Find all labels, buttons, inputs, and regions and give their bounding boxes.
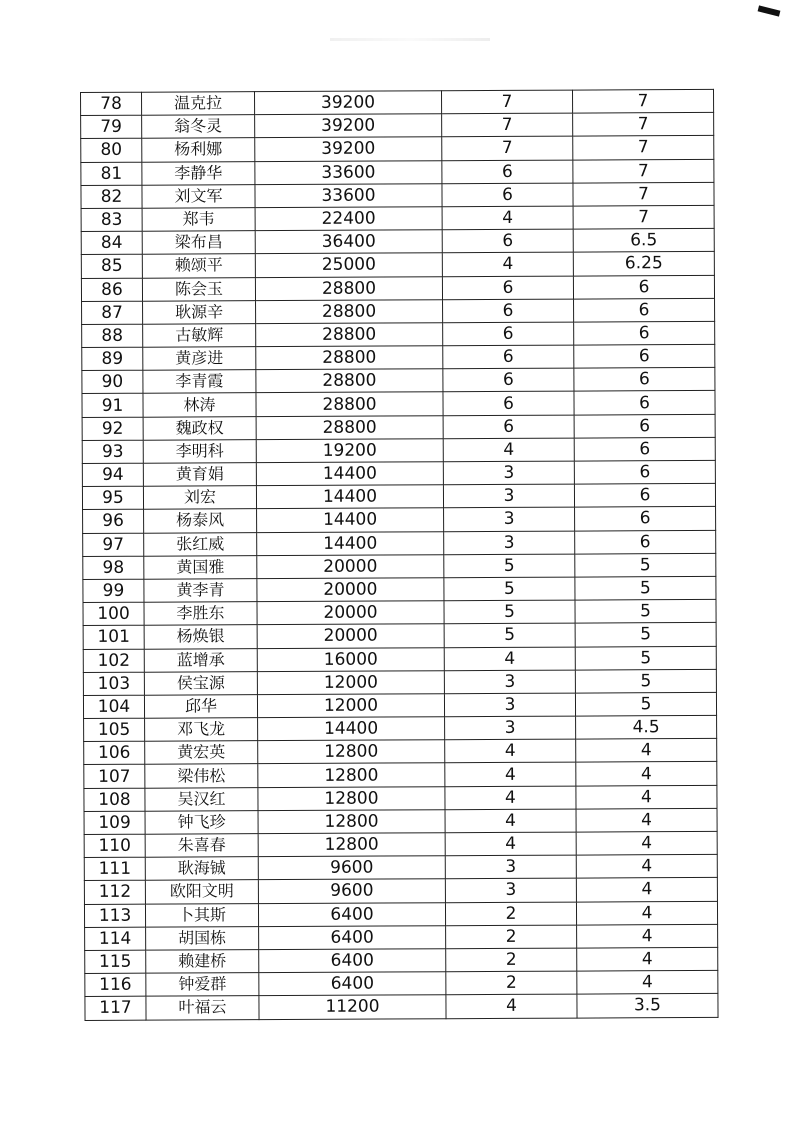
column-5-cell: 4 bbox=[577, 924, 718, 948]
column-4-cell: 3 bbox=[444, 670, 575, 694]
column-4-cell: 3 bbox=[444, 531, 575, 555]
column-5-cell: 5 bbox=[575, 669, 716, 693]
column-4-cell: 5 bbox=[444, 623, 575, 647]
column-5-cell: 5 bbox=[575, 553, 716, 577]
column-4-cell: 3 bbox=[443, 461, 574, 485]
name-cell: 赖颂平 bbox=[142, 254, 255, 278]
column-5-cell: 6 bbox=[574, 460, 715, 484]
row-number-cell: 79 bbox=[81, 115, 142, 138]
row-number-cell: 85 bbox=[81, 255, 142, 278]
name-cell: 蓝增承 bbox=[144, 648, 257, 672]
name-cell: 刘文军 bbox=[142, 184, 255, 208]
name-cell: 李青霞 bbox=[143, 370, 256, 394]
amount-cell: 33600 bbox=[255, 160, 442, 184]
amount-cell: 28800 bbox=[256, 369, 443, 393]
table-row bbox=[84, 762, 717, 788]
name-cell: 刘宏 bbox=[143, 486, 256, 510]
column-4-cell: 4 bbox=[443, 438, 574, 462]
column-5-cell: 6 bbox=[574, 368, 715, 392]
column-5-cell: 3.5 bbox=[577, 994, 718, 1018]
amount-cell: 14400 bbox=[257, 508, 444, 532]
name-cell: 林涛 bbox=[143, 393, 256, 417]
document-table-wrapper bbox=[80, 89, 713, 1021]
name-cell: 李静华 bbox=[142, 161, 255, 185]
column-5-cell: 6 bbox=[574, 321, 715, 345]
row-number-cell: 112 bbox=[84, 881, 145, 904]
column-5-cell: 7 bbox=[572, 89, 713, 113]
name-cell: 叶福云 bbox=[146, 996, 259, 1020]
row-number-cell: 116 bbox=[85, 973, 146, 996]
table-row bbox=[81, 205, 714, 231]
row-number-cell: 91 bbox=[82, 394, 143, 417]
table-row bbox=[83, 646, 716, 672]
table-row bbox=[83, 507, 716, 533]
name-cell: 邱华 bbox=[144, 695, 257, 719]
table-row bbox=[81, 182, 714, 208]
table-row bbox=[83, 553, 716, 579]
name-cell: 耿源辛 bbox=[143, 300, 256, 324]
column-4-cell: 4 bbox=[445, 786, 576, 810]
amount-cell: 28800 bbox=[256, 415, 443, 439]
name-cell: 温克拉 bbox=[142, 92, 255, 116]
column-4-cell: 6 bbox=[443, 392, 574, 416]
column-5-cell: 7 bbox=[573, 205, 714, 229]
name-cell: 卜其斯 bbox=[145, 903, 258, 927]
amount-cell: 14400 bbox=[256, 462, 443, 486]
column-4-cell: 4 bbox=[442, 252, 573, 276]
table-row bbox=[81, 159, 714, 185]
name-cell: 侯宝源 bbox=[144, 671, 257, 695]
column-5-cell: 4 bbox=[576, 785, 717, 809]
table-row bbox=[84, 878, 717, 904]
table-row bbox=[85, 947, 718, 973]
amount-cell: 25000 bbox=[255, 253, 442, 277]
table-row bbox=[82, 391, 715, 417]
column-5-cell: 5 bbox=[575, 692, 716, 716]
column-4-cell: 2 bbox=[446, 925, 577, 949]
amount-cell: 28800 bbox=[256, 346, 443, 370]
amount-cell: 39200 bbox=[255, 91, 442, 115]
column-4-cell: 2 bbox=[446, 948, 577, 972]
column-5-cell: 4 bbox=[576, 808, 717, 832]
row-number-cell: 111 bbox=[84, 857, 145, 880]
amount-cell: 12000 bbox=[257, 670, 444, 694]
amount-cell: 11200 bbox=[259, 995, 446, 1019]
row-number-cell: 103 bbox=[83, 672, 144, 695]
column-4-cell: 5 bbox=[444, 577, 575, 601]
column-4-cell: 5 bbox=[444, 600, 575, 624]
table-row bbox=[82, 437, 715, 463]
name-cell: 黄宏英 bbox=[145, 741, 258, 765]
name-cell: 古敏辉 bbox=[143, 324, 256, 348]
name-cell: 杨焕银 bbox=[144, 625, 257, 649]
amount-cell: 14400 bbox=[256, 485, 443, 509]
amount-cell: 12800 bbox=[258, 786, 445, 810]
column-4-cell: 4 bbox=[442, 206, 573, 230]
column-5-cell: 7 bbox=[573, 182, 714, 206]
column-5-cell: 4 bbox=[577, 971, 718, 995]
row-number-cell: 101 bbox=[83, 626, 144, 649]
name-cell: 钟飞珍 bbox=[145, 810, 258, 834]
table-row bbox=[83, 692, 716, 718]
amount-cell: 19200 bbox=[256, 439, 443, 463]
table-row bbox=[82, 484, 715, 510]
column-5-cell: 6 bbox=[574, 414, 715, 438]
column-5-cell: 5 bbox=[575, 576, 716, 600]
amount-cell: 39200 bbox=[255, 137, 442, 161]
column-5-cell: 5 bbox=[575, 600, 716, 624]
name-cell: 魏政权 bbox=[143, 416, 256, 440]
column-4-cell: 7 bbox=[442, 136, 573, 160]
column-4-cell: 4 bbox=[446, 994, 577, 1018]
column-5-cell: 4 bbox=[576, 739, 717, 763]
table-row bbox=[82, 368, 715, 394]
amount-cell: 28800 bbox=[256, 299, 443, 323]
amount-cell: 20000 bbox=[257, 601, 444, 625]
amount-cell: 39200 bbox=[255, 114, 442, 138]
column-4-cell: 5 bbox=[444, 554, 575, 578]
name-cell: 黄彦进 bbox=[143, 347, 256, 371]
row-number-cell: 115 bbox=[85, 950, 146, 973]
table-row bbox=[83, 623, 716, 649]
table-row bbox=[84, 901, 717, 927]
column-4-cell: 6 bbox=[443, 299, 574, 323]
table-row bbox=[84, 715, 717, 741]
amount-cell: 20000 bbox=[257, 554, 444, 578]
name-cell: 胡国栋 bbox=[146, 926, 259, 950]
table-row bbox=[85, 994, 718, 1020]
table-row bbox=[85, 924, 718, 950]
column-4-cell: 6 bbox=[442, 183, 573, 207]
data-table bbox=[80, 89, 719, 1021]
column-4-cell: 4 bbox=[445, 763, 576, 787]
amount-cell: 12800 bbox=[258, 740, 445, 764]
table-row bbox=[83, 576, 716, 602]
amount-cell: 33600 bbox=[255, 183, 442, 207]
column-5-cell: 4 bbox=[576, 762, 717, 786]
amount-cell: 12000 bbox=[257, 694, 444, 718]
table-body bbox=[81, 89, 719, 1020]
name-cell: 欧阳文明 bbox=[145, 880, 258, 904]
scan-corner-mark bbox=[758, 5, 781, 16]
name-cell: 张红威 bbox=[144, 532, 257, 556]
column-5-cell: 6 bbox=[573, 275, 714, 299]
row-number-cell: 109 bbox=[84, 811, 145, 834]
amount-cell: 14400 bbox=[258, 717, 445, 741]
name-cell: 郑韦 bbox=[142, 208, 255, 232]
table-row bbox=[82, 414, 715, 440]
column-5-cell: 6 bbox=[574, 484, 715, 508]
column-5-cell: 4 bbox=[577, 947, 718, 971]
table-row bbox=[81, 136, 714, 162]
table-row bbox=[81, 275, 714, 301]
column-4-cell: 6 bbox=[442, 229, 573, 253]
column-5-cell: 6 bbox=[575, 507, 716, 531]
column-5-cell: 7 bbox=[573, 159, 714, 183]
row-number-cell: 81 bbox=[81, 162, 142, 185]
table-row bbox=[84, 785, 717, 811]
row-number-cell: 87 bbox=[82, 301, 143, 324]
amount-cell: 22400 bbox=[255, 207, 442, 231]
column-4-cell: 4 bbox=[445, 809, 576, 833]
column-4-cell: 7 bbox=[441, 90, 572, 114]
column-4-cell: 3 bbox=[444, 693, 575, 717]
column-4-cell: 4 bbox=[444, 647, 575, 671]
column-5-cell: 6 bbox=[575, 530, 716, 554]
amount-cell: 20000 bbox=[257, 578, 444, 602]
column-5-cell: 6.25 bbox=[573, 252, 714, 276]
row-number-cell: 107 bbox=[84, 765, 145, 788]
name-cell: 李胜东 bbox=[144, 602, 257, 626]
row-number-cell: 113 bbox=[84, 904, 145, 927]
row-number-cell: 100 bbox=[83, 602, 144, 625]
name-cell: 梁布昌 bbox=[142, 231, 255, 255]
row-number-cell: 86 bbox=[81, 278, 142, 301]
name-cell: 钟爱群 bbox=[146, 973, 259, 997]
row-number-cell: 117 bbox=[85, 997, 146, 1020]
row-number-cell: 83 bbox=[81, 208, 142, 231]
name-cell: 李明科 bbox=[143, 439, 256, 463]
name-cell: 吴汉红 bbox=[145, 787, 258, 811]
amount-cell: 6400 bbox=[258, 902, 445, 926]
table-row bbox=[82, 321, 715, 347]
table-row bbox=[84, 855, 717, 881]
amount-cell: 36400 bbox=[255, 230, 442, 254]
table-row bbox=[81, 229, 714, 255]
row-number-cell: 78 bbox=[81, 92, 142, 115]
name-cell: 翁冬灵 bbox=[142, 115, 255, 139]
row-number-cell: 99 bbox=[83, 579, 144, 602]
table-row bbox=[81, 113, 714, 139]
column-5-cell: 6.5 bbox=[573, 229, 714, 253]
row-number-cell: 80 bbox=[81, 139, 142, 162]
column-4-cell: 3 bbox=[444, 507, 575, 531]
column-5-cell: 4 bbox=[576, 901, 717, 925]
name-cell: 杨利娜 bbox=[142, 138, 255, 162]
column-5-cell: 6 bbox=[574, 344, 715, 368]
row-number-cell: 95 bbox=[82, 486, 143, 509]
name-cell: 耿海铖 bbox=[145, 857, 258, 881]
column-4-cell: 4 bbox=[445, 739, 576, 763]
column-4-cell: 6 bbox=[443, 368, 574, 392]
row-number-cell: 84 bbox=[81, 231, 142, 254]
row-number-cell: 88 bbox=[82, 324, 143, 347]
table-row bbox=[82, 460, 715, 486]
row-number-cell: 89 bbox=[82, 347, 143, 370]
amount-cell: 14400 bbox=[257, 531, 444, 555]
scan-smudge bbox=[330, 38, 490, 41]
amount-cell: 16000 bbox=[257, 647, 444, 671]
row-number-cell: 102 bbox=[83, 649, 144, 672]
table-row bbox=[82, 344, 715, 370]
amount-cell: 12800 bbox=[258, 763, 445, 787]
row-number-cell: 97 bbox=[83, 533, 144, 556]
column-5-cell: 4 bbox=[576, 878, 717, 902]
amount-cell: 28800 bbox=[255, 276, 442, 300]
column-4-cell: 3 bbox=[445, 716, 576, 740]
table-row bbox=[81, 89, 714, 115]
name-cell: 黄国雅 bbox=[144, 555, 257, 579]
row-number-cell: 108 bbox=[84, 788, 145, 811]
column-4-cell: 4 bbox=[445, 832, 576, 856]
name-cell: 陈会玉 bbox=[142, 277, 255, 301]
column-5-cell: 4.5 bbox=[576, 715, 717, 739]
amount-cell: 6400 bbox=[259, 949, 446, 973]
column-5-cell: 4 bbox=[576, 831, 717, 855]
name-cell: 赖建桥 bbox=[146, 950, 259, 974]
column-5-cell: 7 bbox=[573, 136, 714, 160]
column-4-cell: 3 bbox=[443, 484, 574, 508]
row-number-cell: 92 bbox=[82, 417, 143, 440]
column-5-cell: 6 bbox=[574, 391, 715, 415]
amount-cell: 12800 bbox=[258, 833, 445, 857]
table-row bbox=[83, 669, 716, 695]
table-row bbox=[85, 971, 718, 997]
table-row bbox=[83, 530, 716, 556]
column-5-cell: 6 bbox=[574, 437, 715, 461]
row-number-cell: 93 bbox=[82, 440, 143, 463]
column-5-cell: 4 bbox=[576, 855, 717, 879]
row-number-cell: 82 bbox=[81, 185, 142, 208]
name-cell: 邓飞龙 bbox=[145, 718, 258, 742]
row-number-cell: 104 bbox=[83, 695, 144, 718]
row-number-cell: 106 bbox=[84, 741, 145, 764]
column-4-cell: 3 bbox=[445, 878, 576, 902]
amount-cell: 12800 bbox=[258, 810, 445, 834]
row-number-cell: 114 bbox=[85, 927, 146, 950]
column-4-cell: 6 bbox=[443, 322, 574, 346]
amount-cell: 9600 bbox=[258, 879, 445, 903]
name-cell: 黄育娟 bbox=[143, 463, 256, 487]
column-4-cell: 6 bbox=[442, 276, 573, 300]
column-5-cell: 6 bbox=[574, 298, 715, 322]
amount-cell: 9600 bbox=[258, 856, 445, 880]
name-cell: 梁伟松 bbox=[145, 764, 258, 788]
table-row bbox=[84, 808, 717, 834]
table-row bbox=[82, 298, 715, 324]
column-5-cell: 5 bbox=[575, 623, 716, 647]
column-4-cell: 7 bbox=[442, 113, 573, 137]
column-4-cell: 6 bbox=[443, 345, 574, 369]
name-cell: 朱喜春 bbox=[145, 834, 258, 858]
amount-cell: 6400 bbox=[259, 972, 446, 996]
amount-cell: 20000 bbox=[257, 624, 444, 648]
name-cell: 黄李青 bbox=[144, 579, 257, 603]
row-number-cell: 90 bbox=[82, 370, 143, 393]
column-5-cell: 7 bbox=[573, 113, 714, 137]
row-number-cell: 98 bbox=[83, 556, 144, 579]
column-4-cell: 2 bbox=[445, 902, 576, 926]
table-row bbox=[84, 739, 717, 765]
row-number-cell: 96 bbox=[83, 510, 144, 533]
column-5-cell: 5 bbox=[575, 646, 716, 670]
column-4-cell: 6 bbox=[443, 415, 574, 439]
column-4-cell: 6 bbox=[442, 160, 573, 184]
amount-cell: 28800 bbox=[256, 323, 443, 347]
table-row bbox=[81, 252, 714, 278]
table-row bbox=[84, 831, 717, 857]
row-number-cell: 110 bbox=[84, 834, 145, 857]
amount-cell: 6400 bbox=[259, 925, 446, 949]
amount-cell: 28800 bbox=[256, 392, 443, 416]
table-row bbox=[83, 600, 716, 626]
name-cell: 杨泰风 bbox=[144, 509, 257, 533]
column-4-cell: 2 bbox=[446, 971, 577, 995]
column-4-cell: 3 bbox=[445, 855, 576, 879]
row-number-cell: 94 bbox=[82, 463, 143, 486]
row-number-cell: 105 bbox=[84, 718, 145, 741]
